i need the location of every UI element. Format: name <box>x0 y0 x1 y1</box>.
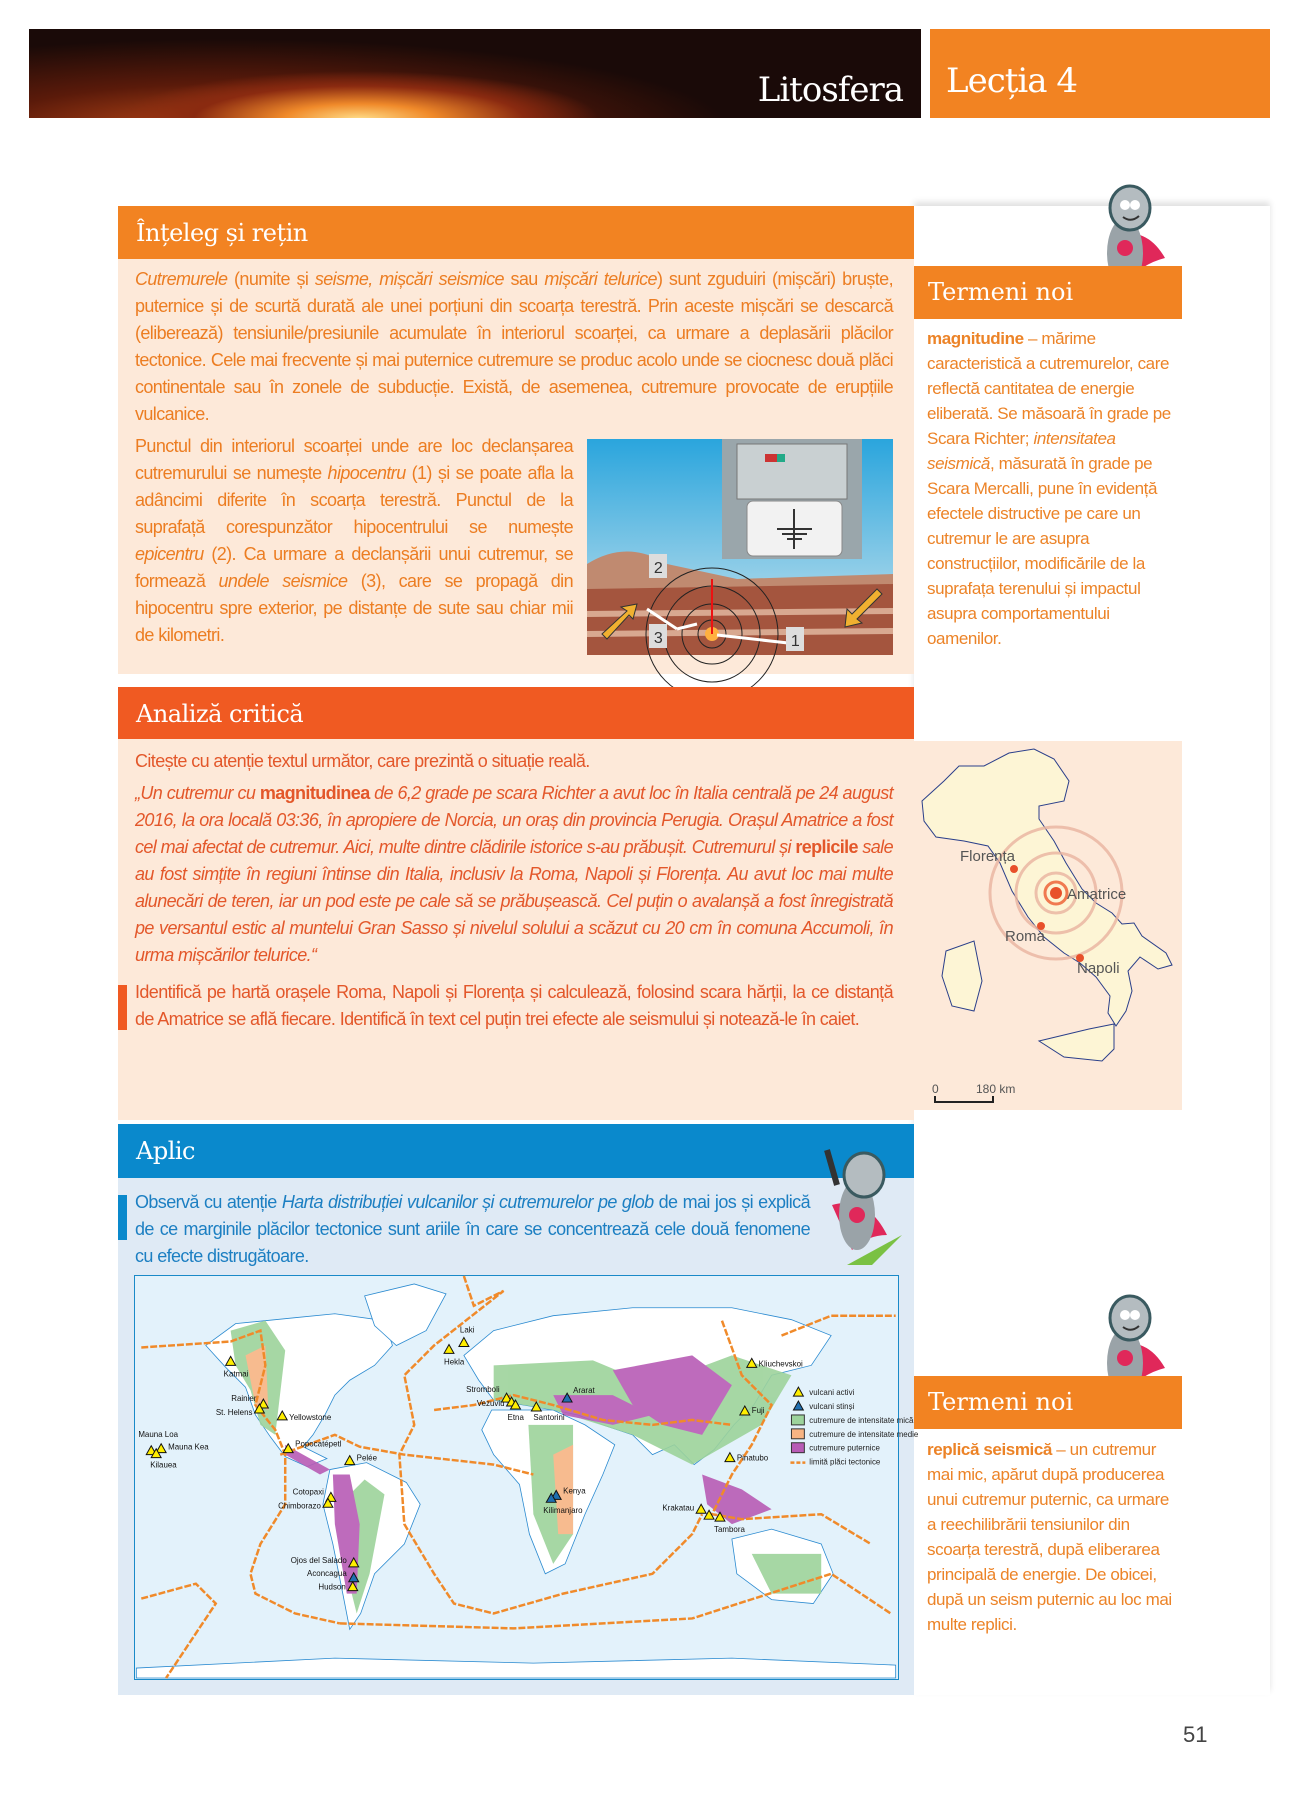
task-marker <box>118 1195 127 1240</box>
text-run: (1) și se poate afla la adâncimi diferite în scoarța terestră. Punctul de la suprafață corespunzător hipocentrului se numește <box>135 463 573 537</box>
volcano-label: Ojos del Salado <box>290 1555 347 1565</box>
city-label-rome: Roma <box>1005 928 1046 945</box>
volcano-label: Kilauea <box>150 1460 177 1470</box>
label-seismic-waves: 3 <box>653 630 663 647</box>
legend-label: limită plăci tectonice <box>809 1457 881 1467</box>
label-hypocenter: 1 <box>790 633 800 650</box>
section-analysis-text <box>135 748 893 1038</box>
chapter-title: Litosfera <box>757 70 903 110</box>
volcano-label: Fuji <box>751 1405 765 1415</box>
italic-term: mișcări telurice <box>544 269 657 289</box>
city-label-florence: Florența <box>960 848 1016 865</box>
italic-term: epicentru <box>135 544 204 564</box>
volcano-label: Mauna Loa <box>138 1429 179 1439</box>
text-run: Observă cu atenție <box>135 1192 282 1212</box>
volcano-label: Rainier <box>231 1394 257 1404</box>
volcano-label: Yellowstone <box>289 1412 332 1422</box>
italic-term: seisme, mișcări seismice <box>314 269 504 289</box>
volcano-label: Hudson <box>318 1582 346 1592</box>
active-volcano-icon <box>444 1344 454 1353</box>
section-analysis-title: Analiză critică <box>118 687 914 739</box>
legend-label: cutremure de intensitate mică <box>809 1415 914 1425</box>
active-volcano-icon <box>725 1453 735 1462</box>
text-run: (3), care se propagă din hipocentru spre exterior, pe distanțe de sute sau chiar mii de kilometri. <box>135 571 573 645</box>
italic-term: Cutremurele <box>135 269 228 289</box>
volcano-label: Popocatépetl <box>295 1439 342 1449</box>
analysis-task-block <box>135 979 893 1033</box>
volcano-label: St. Helens <box>215 1407 253 1417</box>
volcano-label: Stromboli <box>466 1385 500 1395</box>
volcano-label: Kenya <box>563 1486 586 1496</box>
terms-title: Termeni noi <box>914 1376 1182 1429</box>
bold-term: replică seismică <box>927 1440 1052 1459</box>
seismograph-figure <box>587 439 893 655</box>
active-volcano-icon <box>345 1456 355 1465</box>
city-label-naples: Napoli <box>1077 960 1120 977</box>
apply-task <box>135 1189 810 1270</box>
volcano-label: Vezuviu <box>476 1399 505 1409</box>
chapter-banner <box>29 29 921 118</box>
scale-label: 180 km <box>976 1082 1016 1096</box>
legend-label: vulcani activi <box>809 1388 855 1398</box>
volcano-label: Etna <box>507 1412 524 1422</box>
legend-label: vulcani stinși <box>809 1402 855 1412</box>
label-epicenter: 2 <box>653 560 663 577</box>
italy-map-panel <box>914 741 1182 1110</box>
volcano-label: Chimborazo <box>278 1501 321 1511</box>
analysis-quote <box>135 780 893 969</box>
analysis-task: Identifică pe hartă orașele Roma, Napoli și Florența și calculează, folosind scara hărții, la ce distanță de Amatrice se află fiecare. Identifică în text cel puțin trei efecte ale seismului și notează-le în caiet. <box>135 982 893 1029</box>
page-number: 51 <box>1183 1722 1208 1747</box>
scale-bar <box>935 1096 993 1102</box>
world-volcano-earthquake-map <box>135 1276 919 1678</box>
task-marker <box>118 985 127 1030</box>
volcano-label: Mauna Kea <box>168 1442 209 1452</box>
section-understand-title: Înțeleg și rețin <box>118 206 914 259</box>
seismograph-illustration <box>587 439 893 655</box>
volcano-label: Pinatubo <box>736 1453 769 1463</box>
mascot-illustration <box>812 1140 907 1270</box>
volcano-label: Kliuchevskoi <box>758 1359 803 1369</box>
text-run: sau <box>503 269 545 289</box>
italic-term: „Un cutremur cu <box>135 783 260 803</box>
legend-swatch <box>793 1387 803 1396</box>
analysis-intro: Citește cu atenție textul următor, care prezintă o situație reală. <box>135 751 590 771</box>
text-run: de mai jos și explică de ce marginile plăcilor tectonice sunt ariile în care se concentrează cele două fenomene cu efecte distrugătoare. <box>135 1192 810 1266</box>
active-volcano-icon <box>696 1504 706 1513</box>
italic-term: hipocentru <box>327 463 406 483</box>
terms-definition-magnitude <box>927 326 1177 651</box>
legend-swatch <box>791 1415 804 1425</box>
text-run: (2). Ca urmare a declanșării unui cutremur, se formează <box>135 544 573 591</box>
volcano-label: Ararat <box>573 1386 595 1396</box>
volcano-label: Cotopaxi <box>292 1487 324 1497</box>
city-label-amatrice: Amatrice <box>1067 886 1127 903</box>
volcano-label: Kilimanjaro <box>543 1506 583 1516</box>
legend-swatch <box>791 1429 804 1439</box>
terms-title: Termeni noi <box>914 266 1182 319</box>
volcano-label: Hekla <box>444 1357 465 1367</box>
text-run: Punctul din interiorul scoarței unde are loc declanșarea cutremurului se numește <box>135 436 573 483</box>
volcano-label: Krakatau <box>662 1503 695 1513</box>
text-run: , măsurată în grade pe Scara Mercalli, pune în evidență efectele distructive pe care un cutremur le are asupra construcțiilor, modificările de la suprafața terenului și impactul asupra comportamentului oamenilor. <box>927 454 1158 648</box>
active-volcano-icon <box>459 1338 469 1347</box>
section-understand-text <box>135 266 893 659</box>
italic-term: undele seismice <box>218 571 348 591</box>
legend-label: cutremure de intensitate medie <box>809 1429 919 1439</box>
bold-term: magnitudine <box>927 329 1024 348</box>
world-map-panel <box>134 1275 919 1680</box>
section-apply-title: Aplic <box>118 1124 914 1178</box>
volcano-label: Pelée <box>356 1453 378 1463</box>
legend-swatch <box>791 1443 804 1453</box>
terms-definition-aftershock <box>927 1437 1177 1637</box>
text-run: – mărime caracteristică a cutremurelor, care reflectă cantitatea de energie eliberată. Se măsoară în grade pe Scara Richter; <box>927 329 1171 448</box>
bold-term: replicile <box>795 837 858 857</box>
italic-term: sale au fost simțite în regiuni întinse din Italia, inclusiv la Roma, Napoli și Florența. Au avut loc mai multe alunecări de teren, iar un pod este pe cale să se prăbușească. Cel puțin o avalanșă a fost înregistrată pe versantul estic al muntelui Gran Sasso și nivelul solului a scăzut cu 20 cm în comuna Accumoli, în urma mișcărilor telurice.“ <box>135 837 893 965</box>
scale-zero: 0 <box>932 1082 939 1096</box>
legend-label: cutremure puternice <box>809 1443 880 1453</box>
text-run: – un cutremur mai mic, apărut după producerea unui cutremur puternic, ca urmare a reechilibrării tensiunilor din scoarța terestră, după eliberarea principală de energie. De obicei, după un seism puternic au loc mai multe replici. <box>927 1440 1172 1634</box>
italic-term: intensitatea seismică <box>927 429 1116 473</box>
text-run: ) sunt zguduiri (mișcări) bruște, puternice și de scurtă durată ale unei porțiuni din scoarța terestră. Prin aceste mișcări se descarcă (eliberează) tensiunile/presiunile acumulate în interiorul scoarței, ca urmare a deplasării plăcilor tectonice. Cele mai frecvente și mai puternice cutremure se produc acolo unde se ciocnesc două plăci continentale sau în zonele de subducție. Există, de asemenea, cutremure provocate de erupțiile vulcanice. <box>135 269 893 424</box>
volcano-label: Tambora <box>714 1525 745 1535</box>
volcano-label: Aconcagua <box>307 1568 347 1578</box>
bold-term: magnitudinea <box>259 783 370 803</box>
italic-term: Harta distribuției vulcanilor și cutremurelor pe glob <box>281 1192 654 1212</box>
lesson-title: Lecția 4 <box>930 29 1270 118</box>
italy-map <box>914 741 1182 1110</box>
legend-swatch <box>793 1401 803 1410</box>
volcano-label: Laki <box>459 1325 475 1335</box>
volcano-label: Santorini <box>533 1412 565 1422</box>
text-run: (numite și <box>227 269 315 289</box>
paragraph-definition <box>135 266 893 428</box>
italic-term: de 6,2 grade pe scara Richter a avut loc în Italia centrală pe 24 august 2016, la ora locală 03:36, în apropiere de Norcia, un oraș din provincia Perugia. Orașul Amatrice a fost cel mai afectat de cutremur. Aici, multe dintre clădirile istorice s-au prăbușit. Cutremurul și <box>135 783 893 857</box>
volcano-label: Katmai <box>223 1369 249 1379</box>
